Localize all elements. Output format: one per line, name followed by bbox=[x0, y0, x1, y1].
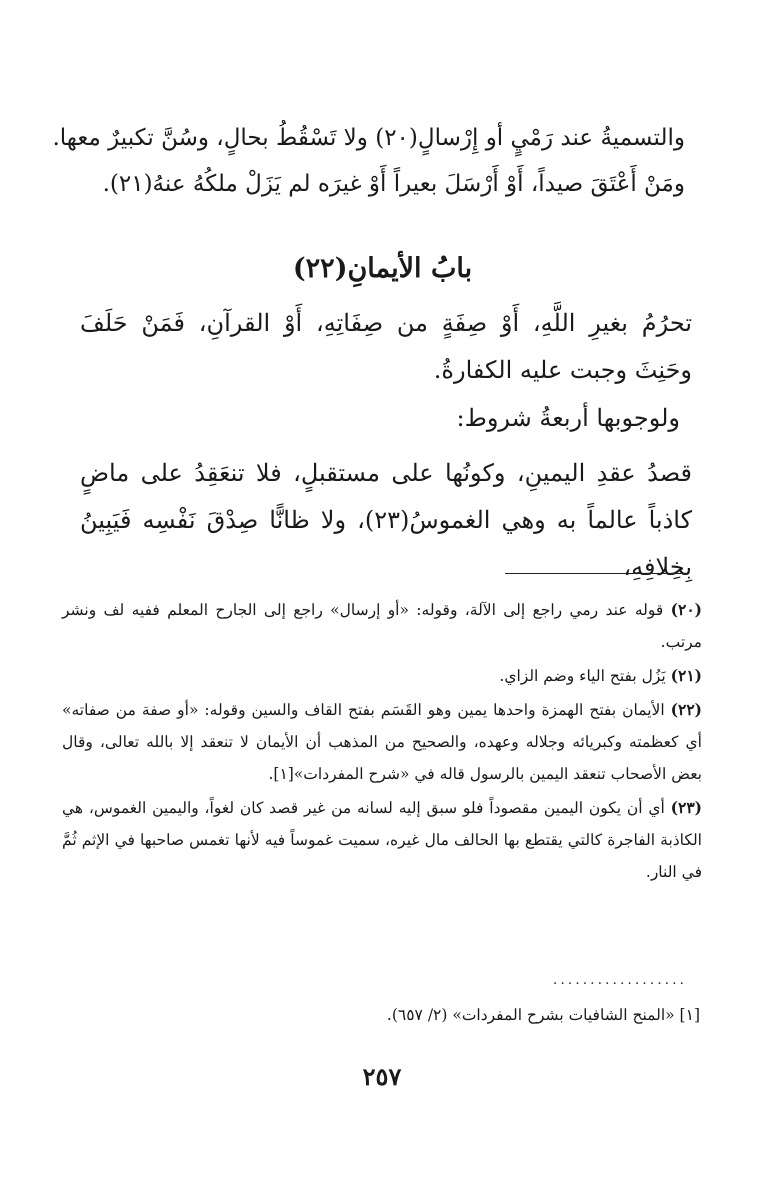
footnote-number: (٢٢) bbox=[670, 700, 702, 719]
editor-reference: [١] «المنح الشافيات بشرح المفردات» (٢/ ٦٥٧). bbox=[386, 1006, 700, 1024]
footnote-separator bbox=[505, 573, 687, 574]
paragraph-2: ولوجوبها أربعةُ شروط: bbox=[456, 404, 680, 432]
footnote-number: (٢٠) bbox=[670, 600, 702, 619]
footnote-number: (٢١) bbox=[670, 666, 702, 685]
footnote-text: الأيمان بفتح الهمزة واحدها يمين وهو القَسَم بفتح القاف والسين وقوله: «أو صفة من صفاته» أي كعظمته وكبريائه وجلاله وعهده، والصحيح من المذهب أن الأيمان لا تنعقد إلا بالله تعالى، وقال بعض الأصحاب تنعقد اليمين بالرسول قاله في «شرح المفردات»[١]. bbox=[62, 701, 702, 783]
footnotes bbox=[62, 594, 702, 890]
footnote-22 bbox=[62, 694, 702, 790]
footnote-20 bbox=[62, 594, 702, 658]
text-line-2: ومَنْ أَعْتَقَ صيداً، أَوْ أَرْسَلَ بعيراً أَوْ غيرَه لم يَزَلْ ملكُهُ عنهُ(٢١). bbox=[102, 171, 685, 197]
footnote-text: أي أن يكون اليمين مقصوداً فلو سبق إليه لسانه من غير قصد كان لغواً، واليمين الغموس، هي الكاذبة الفاجرة كالتي يقتطع بها الحالف مال غيره، سميت غموساً فيه لأنها تغمس صاحبها في الإثم ثُمَّ في النار. bbox=[62, 799, 702, 881]
footnote-text: يَزُل بفتح الياء وضم الزاي. bbox=[499, 667, 666, 685]
section-title: بابُ الأيمانِ(٢٢) bbox=[292, 253, 473, 284]
paragraph-1: تحرُمُ بغيرِ اللَّهِ، أَوْ صِفَةٍ من صِفَاتِهِ، أَوْ القرآنِ، فَمَنْ حَلَفَ وحَنِثَ وجبت عليه الكفارةُ. bbox=[80, 309, 692, 384]
page-number: ٢٥٧ bbox=[362, 1062, 402, 1091]
footnote-21 bbox=[62, 660, 702, 692]
dotted-separator: .................. bbox=[552, 972, 687, 988]
footnote-text: قوله عند رمي راجع إلى الآلة، وقوله: «أو إرسال» راجع إلى الجارح المعلم ففيه لف ونشر مرتب. bbox=[62, 601, 702, 651]
text-line-1: والتسميةُ عند رَمْيٍ أو إِرْسالٍ(٢٠) ولا تَسْقُطُ بحالٍ، وسُنَّ تكبيرٌ معها. bbox=[52, 125, 685, 151]
paragraph-3: قصدُ عقدِ اليمينِ، وكونُها على مستقبلٍ، فلا تنعَقِدُ على ماضٍ كاذباً عالماً به وهي الغموسُ(٢٣)، ولا ظانًّا صِدْقَ نَفْسِه فَيَبِينُ بِخِلافِهِ، bbox=[80, 459, 692, 581]
footnote-23 bbox=[62, 792, 702, 888]
footnote-number: (٢٣) bbox=[670, 798, 702, 817]
